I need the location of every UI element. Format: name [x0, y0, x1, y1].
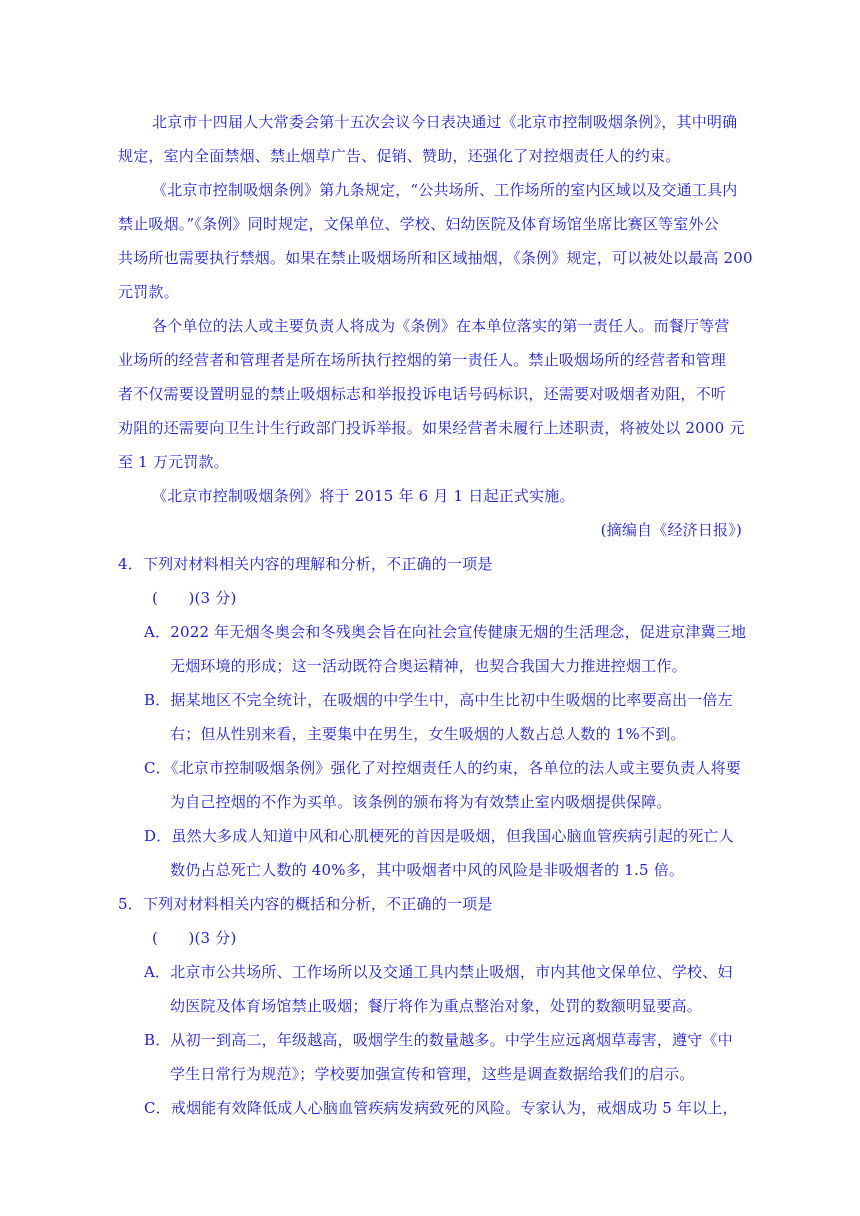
- question-4-option-b-line-1: B．据某地区不完全统计，在吸烟的中学生中，高中生比初中生吸烟的比率要高出一倍左: [144, 691, 733, 709]
- question-4-option-a-line-1: A．2022 年无烟冬奥会和冬残奥会旨在向社会宣传健康无烟的生活理念，促进京津冀三地: [144, 623, 747, 641]
- paragraph-4-line-1: 《北京市控制吸烟条例》将于 2015 年 6 月 1 日起正式实施。: [152, 487, 575, 505]
- question-5-score: ( )(3 分): [152, 929, 237, 947]
- question-5-option-a-line-2: 幼医院及体育场馆禁止吸烟；餐厅将作为重点整治对象，处罚的数额明显要高。: [170, 997, 703, 1015]
- question-5-option-b-line-1: B．从初一到高二，年级越高，吸烟学生的数量越多。中学生应远离烟草毒害，遵守《中: [144, 1031, 733, 1049]
- paragraph-3-line-5: 至 1 万元罚款。: [118, 453, 229, 471]
- source-citation: (摘编自《经济日报》): [600, 521, 742, 539]
- question-4-option-a-line-2: 无烟环境的形成；这一活动既符合奥运精神，也契合我国大力推进控烟工作。: [170, 657, 687, 675]
- paragraph-3-line-1: 各个单位的法人或主要负责人将成为《条例》在本单位落实的第一责任人。而餐厅等营: [152, 317, 730, 335]
- paragraph-2-line-3: 共场所也需要执行禁烟。如果在禁止吸烟场所和区域抽烟，《条例》规定，可以被处以最高 200: [118, 249, 753, 267]
- paragraph-2-line-1: 《北京市控制吸烟条例》第九条规定，“公共场所、工作场所的室内区域以及交通工具内: [152, 181, 738, 199]
- paragraph-3-line-3: 者不仅需要设置明显的禁止吸烟标志和举报投诉电话号码标识，还需要对吸烟者劝阻，不听: [118, 385, 727, 403]
- question-4-option-d-line-2: 数仍占总死亡人数的 40%多，其中吸烟者中风的风险是非吸烟者的 1.5 倍。: [170, 861, 685, 879]
- question-4-option-c-line-1: C．《北京市控制吸烟条例》强化了对控烟责任人的约束，各单位的法人或主要负责人将要: [144, 759, 741, 777]
- paragraph-1-line-2: 规定，室内全面禁烟、禁止烟草广告、促销、赞助，还强化了对控烟责任人的约束。: [118, 147, 681, 165]
- question-4-option-c-line-2: 为自己控烟的不作为买单。该条例的颁布将为有效禁止室内吸烟提供保障。: [170, 793, 672, 811]
- question-5-option-b-line-2: 学生日常行为规范》；学校要加强宣传和管理，这些是调查数据给我们的启示。: [170, 1065, 695, 1083]
- question-4-stem: 4．下列对材料相关内容的理解和分析，不正确的一项是: [118, 555, 493, 573]
- paragraph-3-line-4: 劝阻的还需要向卫生计生行政部门投诉举报。如果经营者未履行上述职责，将被处以 2000 元: [118, 419, 745, 437]
- paragraph-2-line-2: 禁止吸烟。”《条例》同时规定，文保单位、学校、妇幼医院及体育场馆坐席比赛区等室外公: [118, 215, 719, 233]
- paragraph-1-line-1: 北京市十四届人大常委会第十五次会议今日表决通过《北京市控制吸烟条例》，其中明确: [152, 113, 738, 131]
- paragraph-3-line-2: 业场所的经营者和管理者是所在场所执行控烟的第一责任人。禁止吸烟场所的经营者和管理: [118, 351, 727, 369]
- question-4-option-b-line-2: 右；但从性别来看，主要集中在男生，女生吸烟的人数占总人数的 1%不到。: [170, 725, 686, 743]
- question-4-score: ( )(3 分): [152, 589, 237, 607]
- paragraph-2-line-4: 元罚款。: [118, 283, 179, 301]
- question-4-option-d-line-1: D．虽然大多成人知道中风和心肌梗死的首因是吸烟，但我国心脑血管疾病引起的死亡人: [144, 827, 734, 845]
- question-5-stem: 5．下列对材料相关内容的概括和分析，不正确的一项是: [118, 895, 493, 913]
- question-5-option-c-line-1: C．戒烟能有效降低成人心脑血管疾病发病致死的风险。专家认为，戒烟成功 5 年以上，: [144, 1099, 738, 1117]
- question-5-option-a-line-1: A．北京市公共场所、工作场所以及交通工具内禁止吸烟，市内其他文保单位、学校、妇: [144, 963, 733, 981]
